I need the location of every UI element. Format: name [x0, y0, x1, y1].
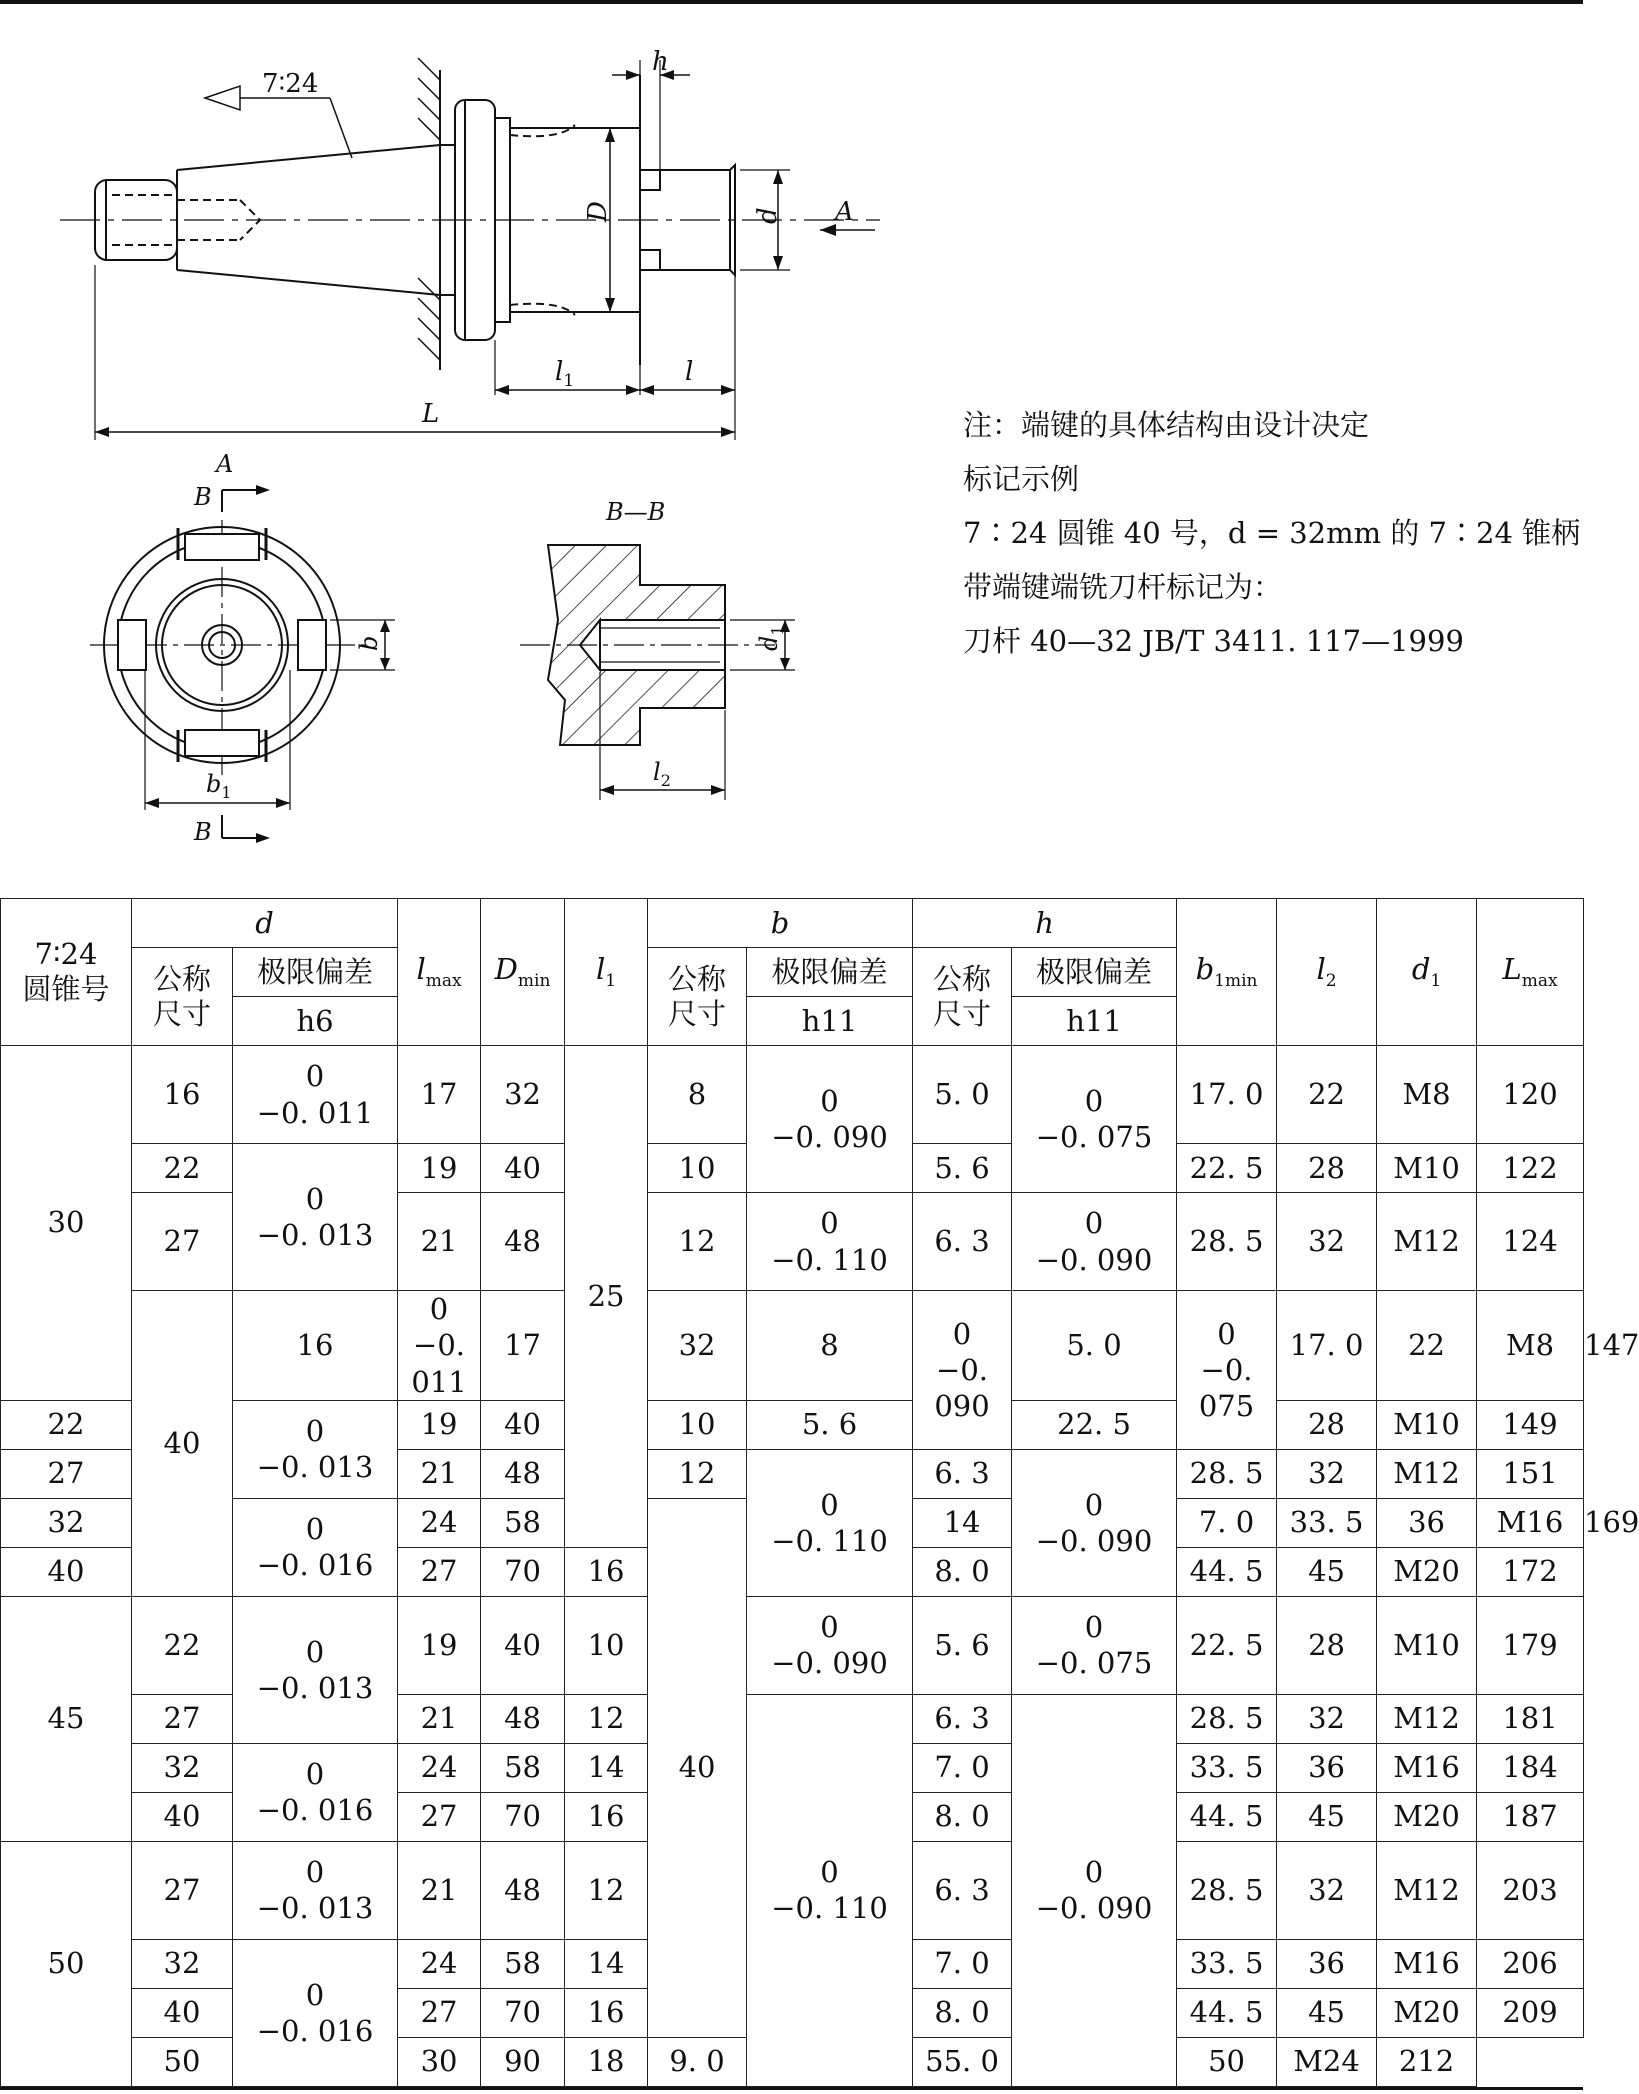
header-h-limit: 极限偏差 — [1012, 948, 1177, 997]
cell-Dmin: 40 — [481, 1144, 565, 1193]
dim-l1-label: $l_1$ — [555, 357, 575, 391]
cell-h: 8. 0 — [913, 1547, 1012, 1596]
cell-d: 40 — [1, 1547, 132, 1596]
cell-d1: M16 — [1377, 1743, 1477, 1792]
dim-b-label: b — [355, 635, 383, 651]
header-b-h11: h11 — [747, 997, 913, 1046]
cell-l2: 32 — [1277, 1841, 1377, 1939]
cell-Lmax: 179 — [1477, 1596, 1584, 1694]
cell-d-tol: 0 −0. 016 — [233, 1498, 398, 1596]
cell-l2: 28 — [1277, 1596, 1377, 1694]
cell-b: 16 — [565, 1988, 648, 2037]
taper-ratio-label: 7∶24 — [262, 69, 319, 99]
cell-b: 12 — [565, 1841, 648, 1939]
cell-h: 6. 3 — [913, 1449, 1012, 1498]
cell-Lmax: 149 — [1477, 1400, 1584, 1449]
cell-h-tol: 0 −0. 090 — [1012, 1694, 1177, 2086]
cell-lmax: 30 — [398, 2037, 481, 2086]
header-Lmax: $L_{max}$ — [1477, 899, 1584, 1046]
cell-l2: 36 — [1377, 1498, 1477, 1547]
header-lmax: $l_{max}$ — [398, 899, 481, 1046]
cell-d: 16 — [132, 1046, 233, 1144]
end-view-A — [90, 485, 395, 843]
cell-d1: M8 — [1377, 1046, 1477, 1144]
cell-lmax: 27 — [398, 1792, 481, 1841]
cell-h: 5. 6 — [913, 1144, 1012, 1193]
cell-d: 32 — [132, 1939, 233, 1988]
cell-d: 22 — [132, 1144, 233, 1193]
header-h6: h6 — [233, 997, 398, 1046]
cell-b1: 55. 0 — [913, 2037, 1012, 2086]
cell-b: 10 — [648, 1400, 747, 1449]
header-d: d — [132, 899, 398, 948]
cell-lmax: 21 — [398, 1694, 481, 1743]
cell-d-tol: 0 −0. 013 — [233, 1841, 398, 1939]
header-d-limit: 极限偏差 — [233, 948, 398, 997]
cell-b1: 22. 5 — [1012, 1400, 1177, 1449]
cell-d1: M24 — [1277, 2037, 1377, 2086]
cell-b: 12 — [565, 1694, 648, 1743]
dim-l-label: l — [685, 357, 694, 387]
cell-Dmin: 48 — [481, 1694, 565, 1743]
cell-d-tol: 0 −0. 011 — [233, 1046, 398, 1144]
cell-Lmax: 203 — [1477, 1841, 1584, 1939]
cell-l1: 40 — [648, 1498, 747, 2037]
cell-b: 14 — [913, 1498, 1012, 1547]
header-h-nominal: 公称 尺寸 — [913, 948, 1012, 1046]
cell-l2: 28 — [1277, 1144, 1377, 1193]
cell-h-tol: 0 −0. 075 — [1012, 1046, 1177, 1193]
dim-d1-label: $d_1$ — [755, 625, 787, 651]
cell-b1: 44. 5 — [1177, 1988, 1277, 2037]
note-line-1: 注：端键的具体结构由设计决定 — [963, 408, 1370, 442]
cell-h: 8. 0 — [913, 1988, 1012, 2037]
header-taper: 7∶24 圆锥号 — [1, 899, 132, 1046]
cell-d1: M20 — [1377, 1792, 1477, 1841]
cell-d1: M20 — [1377, 1547, 1477, 1596]
header-b-limit: 极限偏差 — [747, 948, 913, 997]
cell-b-tol: 0 −0. 110 — [747, 1694, 913, 2086]
header-d1: $d_1$ — [1377, 899, 1477, 1046]
cell-l2: 36 — [1277, 1939, 1377, 1988]
note-line-3: 7∶24 圆锥 40 号，d = 32mm 的 7∶24 锥柄 — [963, 516, 1581, 550]
cell-b-tol: 0 −0. 090 — [747, 1596, 913, 1694]
cell-d-tol: 0 −0. 013 — [233, 1596, 398, 1743]
cell-h: 5. 0 — [913, 1046, 1012, 1144]
cell-Dmin: 40 — [481, 1596, 565, 1694]
cell-h: 5. 6 — [747, 1400, 913, 1449]
cell-b: 8 — [648, 1046, 747, 1144]
header-b: b — [648, 899, 913, 948]
cell-b1: 33. 5 — [1177, 1743, 1277, 1792]
dim-D-label: D — [583, 201, 613, 222]
cell-d: 27 — [1, 1449, 132, 1498]
cell-Lmax: 124 — [1477, 1193, 1584, 1291]
cell-h-tol: 0 −0. 075 — [1177, 1291, 1277, 1450]
cell-lmax: 21 — [398, 1841, 481, 1939]
header-Dmin: $D_{min}$ — [481, 899, 565, 1046]
cell-b1: 22. 5 — [1177, 1144, 1277, 1193]
cell-Dmin: 58 — [481, 1939, 565, 1988]
cell-h: 6. 3 — [913, 1193, 1012, 1291]
cell-b: 12 — [648, 1193, 747, 1291]
cell-lmax: 27 — [398, 1547, 481, 1596]
cell-lmax: 24 — [398, 1743, 481, 1792]
cell-Lmax: 187 — [1477, 1792, 1584, 1841]
cell-Lmax: 209 — [1477, 1988, 1584, 2037]
cell-lmax: 19 — [398, 1400, 481, 1449]
cell-Dmin: 40 — [481, 1400, 565, 1449]
cell-l1: 25 — [565, 1046, 648, 1548]
cell-d: 32 — [132, 1743, 233, 1792]
cell-b1: 33. 5 — [1277, 1498, 1377, 1547]
cell-h: 8. 0 — [913, 1792, 1012, 1841]
cell-b: 14 — [565, 1939, 648, 1988]
cell-l2: 50 — [1177, 2037, 1277, 2086]
cell-b1: 28. 5 — [1177, 1193, 1277, 1291]
cell-lmax: 19 — [398, 1596, 481, 1694]
cell-b1: 17. 0 — [1277, 1291, 1377, 1401]
cell-h: 7. 0 — [1177, 1498, 1277, 1547]
cell-d: 50 — [132, 2037, 233, 2086]
cell-b: 10 — [565, 1596, 648, 1694]
cell-d1: M16 — [1377, 1939, 1477, 1988]
cell-Dmin: 58 — [481, 1743, 565, 1792]
cell-lmax: 19 — [398, 1144, 481, 1193]
dim-b1-label: $b_1$ — [206, 770, 232, 802]
cell-b: 18 — [565, 2037, 648, 2086]
cell-h-tol: 0 −0. 075 — [1012, 1596, 1177, 1694]
cell-d1: M10 — [1377, 1144, 1477, 1193]
dimension-table: 7∶24 圆锥号 d $l_{max}$ $D_{min}$ $l_1$ b h $b_{1min}$ $l_2$ $d_1$ $L_{max}$ 公称 尺寸 极限偏差 公称 尺寸 极限偏差 公称 尺寸 极限偏差 h6 h11 h11 30 16 0 −0. 011 17 32 25 8 0 −0. 090 5. 0 0 −0. 075 17. 0 22 M8 120 22 0 −0. 013 19 40 10 5. 6 22. 5 28 M10 122 27 21 48 12 0 −0. 110 6. 3 0 −0. 090 28. 5 32 M12 124 40 16 0 −0. 011 17 32 8 0 −0. 090 5. 0 0 −0. 075 17. 0 22 M8 147 22 0 −0. 013 19 40 10 5. 6 22. 5 28 M10 149 27 21 48 12 0 −0. 110 6. 3 0 −0. 090 28. 5 32 M12 151 32 0 −0. 016 24 58 40 14 7. 0 33. 5 36 M16 169 40 27 70 16 8. 0 44. 5 45 M20 172 45 22 0 −0. 013 19 40 10 0 −0. 090 5. 6 0 −0. 075 22. 5 28 M10 179 27 21 48 12 0 −0. 110 6. 3 0 −0. 090 28. 5 32 M12 181 32 0 −0. 016 24 58 14 7. 0 33. 5 36 M16 184 40 27 70 16 8. 0 44. 5 45 M20 187 50 27 0 −0. 013 21 48 12 6. 3 28. 5 32 M12 203 32 0 −0. 016 24 58 14 7. 0 33. 5 36 M16 206 40 27 70 16 8. 0 44. 5 45 M20 209 50 30 90 18 9. 0 55. 0 50 M24 212 — [0, 898, 1584, 2087]
cell-Lmax: 172 — [1477, 1547, 1584, 1596]
cell-Dmin: 32 — [481, 1046, 565, 1144]
cell-d-tol: 0 −0. 016 — [233, 1939, 398, 2086]
cell-d1: M12 — [1377, 1694, 1477, 1743]
cell-d1: M8 — [1477, 1291, 1584, 1401]
group-30: 30 — [1, 1046, 132, 1401]
cell-l2: 32 — [1277, 1449, 1377, 1498]
cell-Lmax: 122 — [1477, 1144, 1584, 1193]
cell-l2: 22 — [1277, 1046, 1377, 1144]
cell-l2: 45 — [1277, 1988, 1377, 2037]
cell-l2: 36 — [1277, 1743, 1377, 1792]
cell-d1: M10 — [1377, 1400, 1477, 1449]
cell-d-tol: 0 −0. 011 — [398, 1291, 481, 1401]
cell-b-tol: 0 −0. 110 — [747, 1193, 913, 1291]
cell-Dmin: 32 — [648, 1291, 747, 1401]
cell-Dmin: 48 — [481, 1193, 565, 1291]
cell-b1: 33. 5 — [1177, 1939, 1277, 1988]
cell-d: 22 — [132, 1596, 233, 1694]
cell-lmax: 17 — [481, 1291, 565, 1401]
cell-b: 8 — [747, 1291, 913, 1401]
section-title: B—B — [606, 498, 666, 526]
cell-b1: 22. 5 — [1177, 1596, 1277, 1694]
cell-h: 5. 6 — [913, 1596, 1012, 1694]
section-B-top-label: B — [194, 483, 212, 511]
cell-lmax: 17 — [398, 1046, 481, 1144]
cell-l2: 32 — [1277, 1193, 1377, 1291]
cell-h: 9. 0 — [648, 2037, 747, 2086]
cell-b: 12 — [648, 1449, 747, 1498]
cell-lmax: 21 — [398, 1449, 481, 1498]
dim-L-label: L — [422, 399, 440, 429]
note-block — [963, 398, 1581, 668]
cell-lmax: 21 — [398, 1193, 481, 1291]
header-b-nominal: 公称 尺寸 — [648, 948, 747, 1046]
cell-h: 6. 3 — [913, 1694, 1012, 1743]
cell-b1: 44. 5 — [1177, 1792, 1277, 1841]
cell-d1: M12 — [1377, 1841, 1477, 1939]
cell-b1: 28. 5 — [1177, 1841, 1277, 1939]
section-B-bottom-label: B — [194, 818, 212, 846]
cell-d: 27 — [132, 1694, 233, 1743]
cell-b: 14 — [565, 1743, 648, 1792]
cell-Lmax: 184 — [1477, 1743, 1584, 1792]
cell-d1: M16 — [1477, 1498, 1584, 1547]
cell-h-tol: 0 −0. 090 — [1012, 1449, 1177, 1596]
cell-b-tol: 0 −0. 090 — [747, 1046, 913, 1193]
cell-b: 10 — [648, 1144, 747, 1193]
cell-l2: 32 — [1277, 1694, 1377, 1743]
cell-d: 27 — [132, 1841, 233, 1939]
cell-d: 40 — [132, 1988, 233, 2037]
cell-h: 5. 0 — [1012, 1291, 1177, 1401]
cell-Lmax: 120 — [1477, 1046, 1584, 1144]
cell-l2: 45 — [1277, 1547, 1377, 1596]
header-h-h11: h11 — [1012, 997, 1177, 1046]
cell-d1: M10 — [1377, 1596, 1477, 1694]
cell-b1: 28. 5 — [1177, 1694, 1277, 1743]
cell-Dmin: 48 — [481, 1449, 565, 1498]
view-A-label: A — [216, 450, 234, 478]
cell-d: 40 — [132, 1792, 233, 1841]
cell-Lmax: 151 — [1477, 1449, 1584, 1498]
cell-Dmin: 58 — [481, 1498, 565, 1547]
cell-l2: 22 — [1377, 1291, 1477, 1401]
header-l1: $l_1$ — [565, 899, 648, 1046]
group-45: 45 — [1, 1596, 132, 1841]
cell-d1: M12 — [1377, 1449, 1477, 1498]
cell-b1: 28. 5 — [1177, 1449, 1277, 1498]
cell-Dmin: 70 — [481, 1547, 565, 1596]
cell-d: 32 — [1, 1498, 132, 1547]
cell-d: 22 — [1, 1400, 132, 1449]
dim-h-label: h — [652, 47, 669, 77]
cell-d: 16 — [233, 1291, 398, 1401]
cell-Dmin: 90 — [481, 2037, 565, 2086]
group-50: 50 — [1, 1841, 132, 2086]
cell-lmax: 24 — [398, 1939, 481, 1988]
cell-b1: 17. 0 — [1177, 1046, 1277, 1144]
cell-Lmax: 206 — [1477, 1939, 1584, 1988]
cell-d-tol: 0 −0. 013 — [233, 1400, 398, 1498]
cell-Dmin: 48 — [481, 1841, 565, 1939]
header-h: h — [913, 899, 1177, 948]
header-b1min: $b_{1min}$ — [1177, 899, 1277, 1046]
cell-b: 16 — [565, 1547, 648, 1596]
header-l2: $l_2$ — [1277, 899, 1377, 1046]
cell-b-tol: 0 −0. 090 — [913, 1291, 1012, 1450]
cell-d1: M12 — [1377, 1193, 1477, 1291]
note-line-4: 带端键端铣刀杆标记为： — [963, 570, 1283, 604]
dim-d-label: d — [753, 207, 783, 224]
cell-l2: 28 — [1277, 1400, 1377, 1449]
side-view — [60, 58, 880, 440]
cell-h: 7. 0 — [913, 1743, 1012, 1792]
cell-b: 16 — [565, 1792, 648, 1841]
cell-d1: M20 — [1377, 1988, 1477, 2037]
cell-Lmax: 181 — [1477, 1694, 1584, 1743]
cell-h-tol: 0 −0. 090 — [1012, 1193, 1177, 1291]
cell-b-tol: 0 −0. 110 — [747, 1449, 913, 1596]
cell-d-tol: 0 −0. 016 — [233, 1743, 398, 1841]
group-40: 40 — [132, 1291, 233, 1597]
cell-d: 27 — [132, 1193, 233, 1291]
bottom-rule — [0, 2087, 1583, 2090]
header-d-nominal: 公称 尺寸 — [132, 948, 233, 1046]
cell-h: 6. 3 — [913, 1841, 1012, 1939]
cell-lmax: 24 — [398, 1498, 481, 1547]
note-line-2: 标记示例 — [963, 462, 1080, 496]
cell-b1: 44. 5 — [1177, 1547, 1277, 1596]
cell-lmax: 27 — [398, 1988, 481, 2037]
note-line-5: 刀杆 40—32 JB/T 3411. 117—1999 — [963, 624, 1464, 658]
dim-l2-label: $l_2$ — [653, 758, 671, 790]
cell-h: 7. 0 — [913, 1939, 1012, 1988]
cell-Dmin: 70 — [481, 1988, 565, 2037]
cell-l2: 45 — [1277, 1792, 1377, 1841]
cell-Dmin: 70 — [481, 1792, 565, 1841]
arrow-A-label: A — [835, 197, 854, 227]
cell-d-tol: 0 −0. 013 — [233, 1144, 398, 1291]
cell-Lmax: 212 — [1377, 2037, 1477, 2086]
